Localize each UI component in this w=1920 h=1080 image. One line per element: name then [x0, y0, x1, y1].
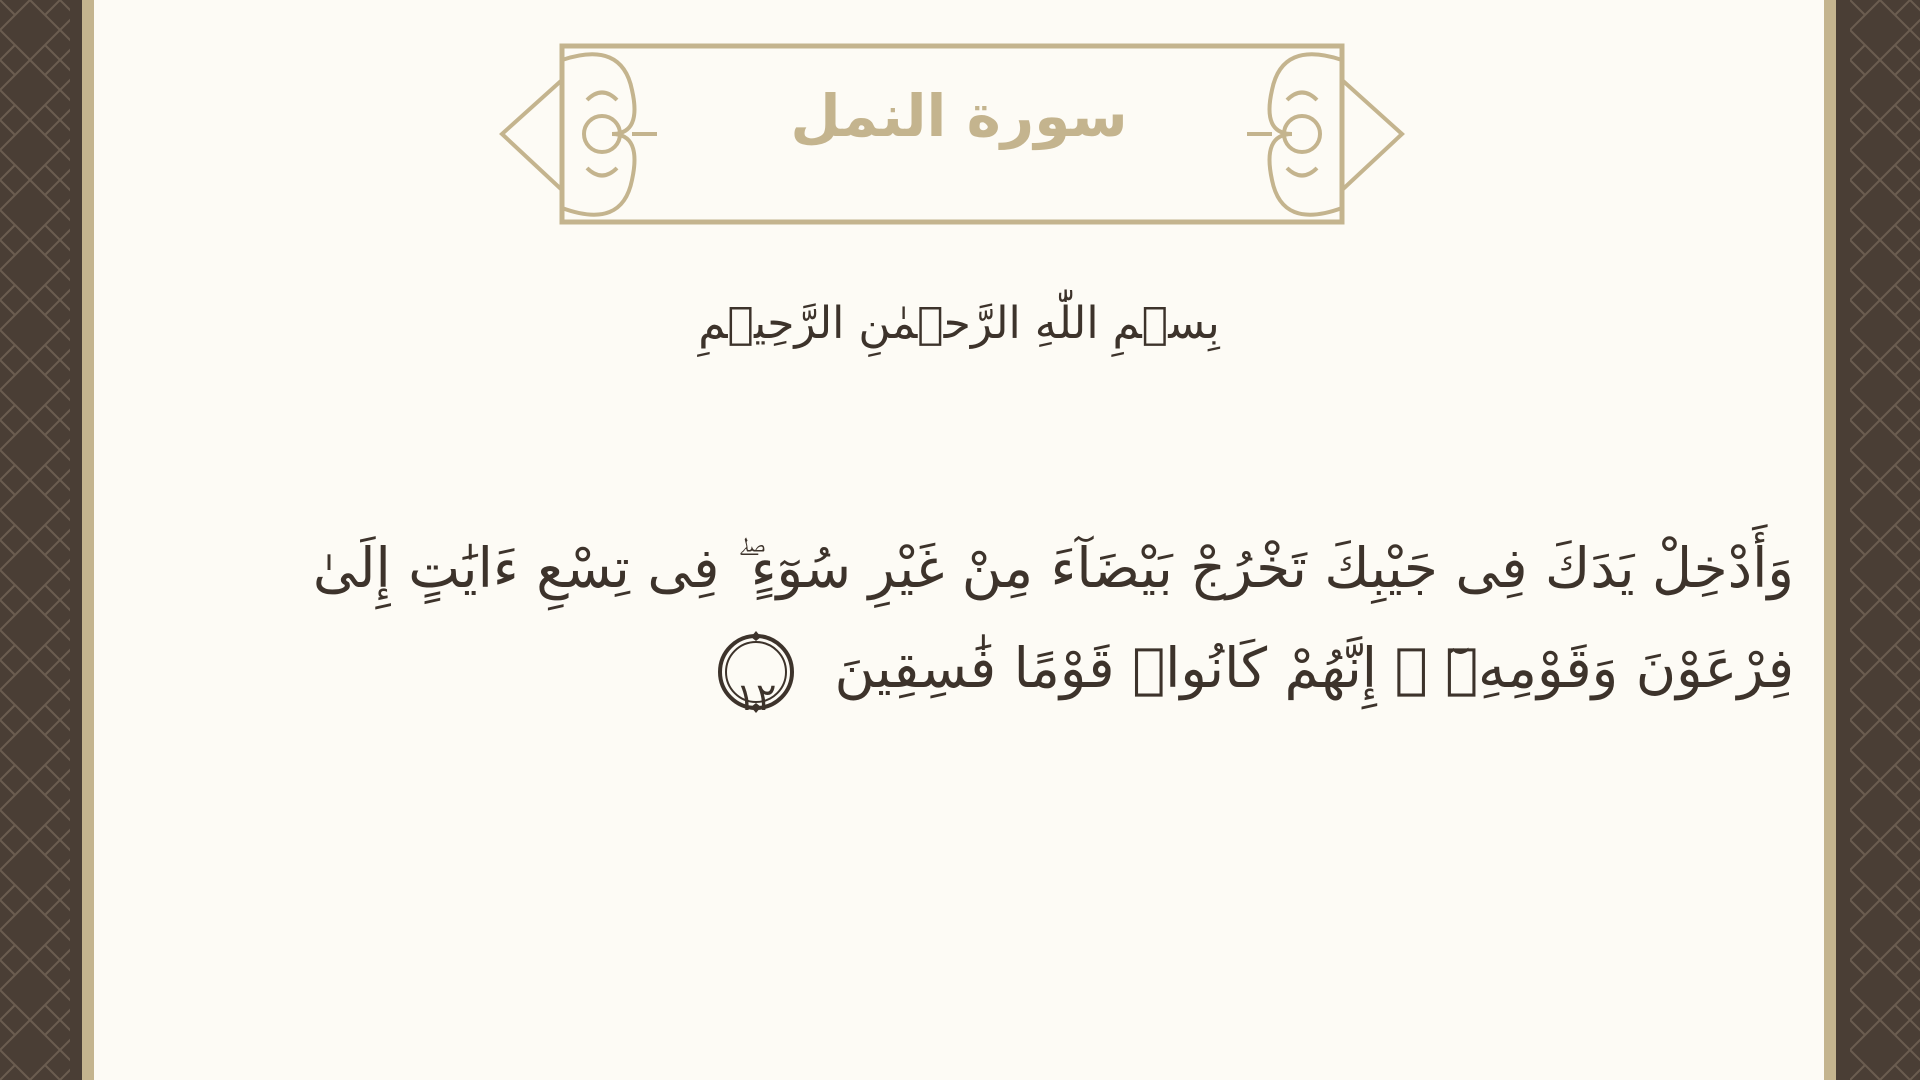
right-pattern-border	[1850, 0, 1920, 1080]
basmala: بِسۡمِ اللّٰهِ الرَّحۡمٰنِ الرَّحِيۡمِ	[698, 298, 1220, 349]
left-gold-border	[82, 0, 94, 1080]
verse-line-2	[94, 618, 1794, 718]
verse-line-1: وَأَدْخِلْ يَدَكَ فِى جَيْبِكَ تَخْرُجْ بَيْضَآءَ مِنْ غَيْرِ سُوٓءٍ ۖ فِى تِسْعِ ءَايَٰتٍ إِلَىٰ	[312, 536, 1794, 600]
right-gold-border	[1824, 0, 1836, 1080]
ayah-number-marker	[713, 629, 799, 718]
ayah-number: ١٢	[735, 674, 777, 718]
surah-title: سورة النمل	[790, 82, 1128, 150]
verse-text	[94, 518, 1794, 718]
left-pattern-border	[0, 0, 70, 1080]
verse-line-2-text: فِرْعَوْنَ وَقَوْمِهِۦٓ ۚ إِنَّهُمْ كَانُوا۟ قَوْمًا فَٰسِقِينَ	[834, 636, 1794, 700]
mushaf-page	[94, 0, 1824, 1080]
